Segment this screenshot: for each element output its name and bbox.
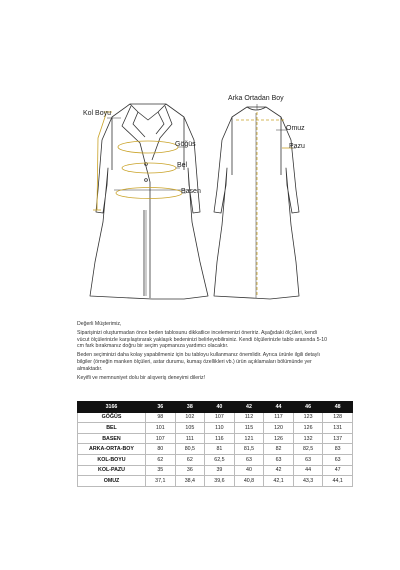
row-label: GÖĞÜS — [78, 412, 146, 423]
row-label: ARKA-ORTA-BOY — [78, 444, 146, 455]
row-label: OMUZ — [78, 476, 146, 487]
table-cell: 137 — [323, 433, 353, 444]
label-gogus: Göğüs — [175, 141, 196, 148]
row-label: BEL — [78, 423, 146, 434]
table-cell: 123 — [293, 412, 323, 423]
header-size: 44 — [264, 402, 294, 413]
table-row — [78, 476, 353, 487]
table-cell: 107 — [146, 433, 176, 444]
table-cell: 63 — [234, 454, 264, 465]
table-cell: 40 — [234, 465, 264, 476]
table-cell: 121 — [234, 433, 264, 444]
label-arka-ortadan-boy: Arka Ortadan Boy — [228, 95, 284, 102]
paragraph-3: Keyifli ve memnuniyet dolu bir alışveriş deneyimi dileriz! — [77, 374, 206, 381]
table-cell: 62,5 — [205, 454, 235, 465]
table-cell: 62 — [175, 454, 205, 465]
header-size: 40 — [205, 402, 235, 413]
table-cell: 62 — [146, 454, 176, 465]
row-label: BASEN — [78, 433, 146, 444]
size-table — [77, 401, 353, 487]
table-cell: 42,1 — [264, 476, 294, 487]
table-cell: 63 — [264, 454, 294, 465]
table-cell: 107 — [205, 412, 235, 423]
table-cell: 36 — [175, 465, 205, 476]
label-omuz: Omuz — [286, 125, 305, 132]
paragraph-2: Beden seçiminizi daha kolay yapabilmeniz için bu tabloyu kullanmanız önemlidir. Ayrıca ürünle ilgili detaylı bilgiler (örneğin manken ölçüleri, astar durumu, kumaş özellikleri vb.) ürün açıklamaları bölümünde yer almaktadır. — [77, 352, 320, 372]
table-cell: 83 — [323, 444, 353, 455]
table-cell: 112 — [234, 412, 264, 423]
table-row — [78, 444, 353, 455]
table-cell: 102 — [175, 412, 205, 423]
table-cell: 44 — [293, 465, 323, 476]
front-coat-drawing — [90, 104, 208, 299]
table-row — [78, 433, 353, 444]
table-cell: 82,5 — [293, 444, 323, 455]
table-cell: 101 — [146, 423, 176, 434]
table-row — [78, 412, 353, 423]
table-cell: 37,1 — [146, 476, 176, 487]
table-cell: 81,5 — [234, 444, 264, 455]
table-cell: 110 — [205, 423, 235, 434]
greeting: Değerli Müşterimiz, — [77, 321, 122, 327]
table-cell: 128 — [323, 412, 353, 423]
table-cell: 40,8 — [234, 476, 264, 487]
table-row — [78, 465, 353, 476]
table-cell: 39,6 — [205, 476, 235, 487]
table-cell: 105 — [175, 423, 205, 434]
table-cell: 44,1 — [323, 476, 353, 487]
header-size: 36 — [146, 402, 176, 413]
table-cell: 116 — [205, 433, 235, 444]
table-cell: 82 — [264, 444, 294, 455]
back-measure-lines — [236, 112, 293, 296]
table-cell: 80 — [146, 444, 176, 455]
label-kol-boyu: Kol Boyu — [83, 110, 112, 117]
header-model: 3166 — [78, 402, 146, 413]
table-cell: 38,4 — [175, 476, 205, 487]
label-bel: Bel — [177, 162, 188, 169]
header-size: 46 — [293, 402, 323, 413]
table-cell: 120 — [264, 423, 294, 434]
table-cell: 111 — [175, 433, 205, 444]
paragraph-1: Siparişinizi oluşturmadan önce beden tablosunu dikkatlice incelemenizi öneririz. Aşağıdaki ölçüleri, kendi vücut ölçülerinizle karşılaştırarak yaklaşık bedeninizi belirleyebilirsiniz. Kendi ölçülerinizle tablo arasında 5-10 cm fark bırakmanız doğru bir seçim yapmanıza yardımcı olacaktır. — [77, 330, 327, 350]
table-cell: 39 — [205, 465, 235, 476]
header-size: 38 — [175, 402, 205, 413]
table-header-row — [78, 402, 353, 413]
table-cell: 115 — [234, 423, 264, 434]
header-size: 42 — [234, 402, 264, 413]
label-pazu: Pazu — [289, 143, 305, 150]
table-cell: 80,5 — [175, 444, 205, 455]
table-cell: 35 — [146, 465, 176, 476]
table-cell: 117 — [264, 412, 294, 423]
customer-note — [77, 321, 329, 384]
table-cell: 132 — [293, 433, 323, 444]
table-cell: 63 — [323, 454, 353, 465]
table-row — [78, 454, 353, 465]
front-label-leaders — [107, 118, 186, 193]
table-cell: 131 — [323, 423, 353, 434]
back-coat-drawing — [214, 107, 299, 299]
table-cell: 43,3 — [293, 476, 323, 487]
table-cell: 63 — [293, 454, 323, 465]
table-cell: 126 — [264, 433, 294, 444]
table-cell: 98 — [146, 412, 176, 423]
table-cell: 81 — [205, 444, 235, 455]
table-cell: 126 — [293, 423, 323, 434]
header-size: 48 — [323, 402, 353, 413]
table-row — [78, 423, 353, 434]
row-label: KOL-PAZU — [78, 465, 146, 476]
front-measure-lines — [93, 112, 182, 210]
table-cell: 42 — [264, 465, 294, 476]
table-cell: 47 — [323, 465, 353, 476]
label-basen: Basen — [181, 188, 201, 195]
row-label: KOL-BOYU — [78, 454, 146, 465]
